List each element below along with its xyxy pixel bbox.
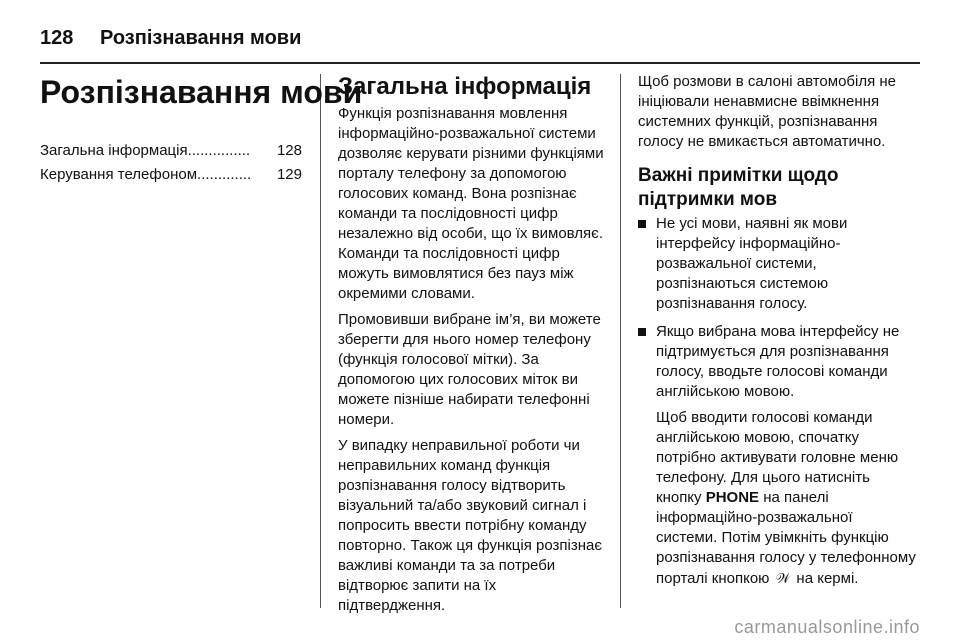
toc-page: 128	[276, 142, 302, 159]
watermark: carmanualsonline.info	[734, 617, 920, 637]
column-2	[338, 72, 604, 622]
bullet-sub-paragraph	[656, 408, 916, 589]
toc-entry-general-info[interactable]	[40, 140, 302, 162]
intro-paragraph: Щоб розмови в салоні автомобіля не ініціювали ненавмисне ввімкнення системних функцій, розпізнавання голосу не вмикається автоматично.	[638, 73, 897, 150]
page-header	[40, 18, 920, 58]
toc-entry-phone-control[interactable]	[40, 164, 302, 186]
subsection-title: Важні примітки щодо підтримки мов	[638, 165, 839, 210]
column-3	[638, 72, 916, 597]
page-number: 128	[40, 26, 74, 49]
paragraph: У випадку неправильної роботи чи неправильних команд функція розпізнавання голосу відтворить візуальний та/або звуковий сигнал і попросить ввести потрібну команду повторно. Також ця функція розпізнає важливі команди та за потреби відтворює запити на їх підтвердження.	[338, 437, 603, 614]
section-title: Загальна інформація	[338, 73, 592, 100]
steering-wheel-voice-icon: 𝒲	[775, 570, 791, 586]
bullet-item	[638, 214, 916, 314]
toc-leader-dots: ...............	[187, 142, 251, 159]
sub-text: Щоб вводити голосові команди англійською мовою, спочатку потрібно активувати головне меню телефону. Для цього натисніть кнопку	[656, 409, 899, 506]
toc-label: Керування телефоном	[40, 166, 198, 183]
column-1	[40, 72, 363, 188]
toc-page: 129	[276, 166, 302, 183]
column-divider-1	[320, 74, 321, 608]
toc-label: Загальна інформація	[40, 142, 188, 159]
running-title: Розпізнавання мови	[100, 26, 302, 49]
phone-key-label: PHONE	[705, 489, 760, 506]
square-bullet-icon	[638, 220, 646, 228]
bullet-text: Не усі мови, наявні як мови інтерфейсу інформаційно-розважальної системи, розпізнаються системою розпізнавання голосу.	[656, 215, 848, 312]
paragraph: Функція розпізнавання мовлення інформаційно-розважальної системи дозволяє керувати різними функціями порталу телефону за допомогою голосових команд. Вона розпізнає команди та послідовності цифр незалежно від особи, що їх вимовляє. Команди та послідовності цифр можуть вимовлятися без пауз між окремими словами.	[338, 105, 604, 302]
square-bullet-icon	[638, 328, 646, 336]
header-rule	[40, 62, 920, 64]
sub-text: на кермі.	[792, 570, 859, 587]
sub-text: на панелі інформаційно-розважальної системи. Потім увімкніть функцію розпізнавання голосу у телефонному порталі кнопкою	[656, 489, 916, 587]
toc-leader-dots: .............	[197, 166, 252, 183]
chapter-title: Розпізнавання мови	[40, 74, 363, 110]
bullet-text: Якщо вибрана мова інтерфейсу не підтримується для розпізнавання голосу, вводьте голосові команди англійською мовою.	[656, 323, 900, 400]
column-divider-2	[620, 74, 621, 608]
paragraph: Промовивши вибране ім’я, ви можете зберегти для нього номер телефону (функція голосової мітки). За допомогою цих голосових міток ви можете пізніше набирати телефонні номери.	[338, 311, 601, 428]
bullet-item	[638, 322, 916, 589]
